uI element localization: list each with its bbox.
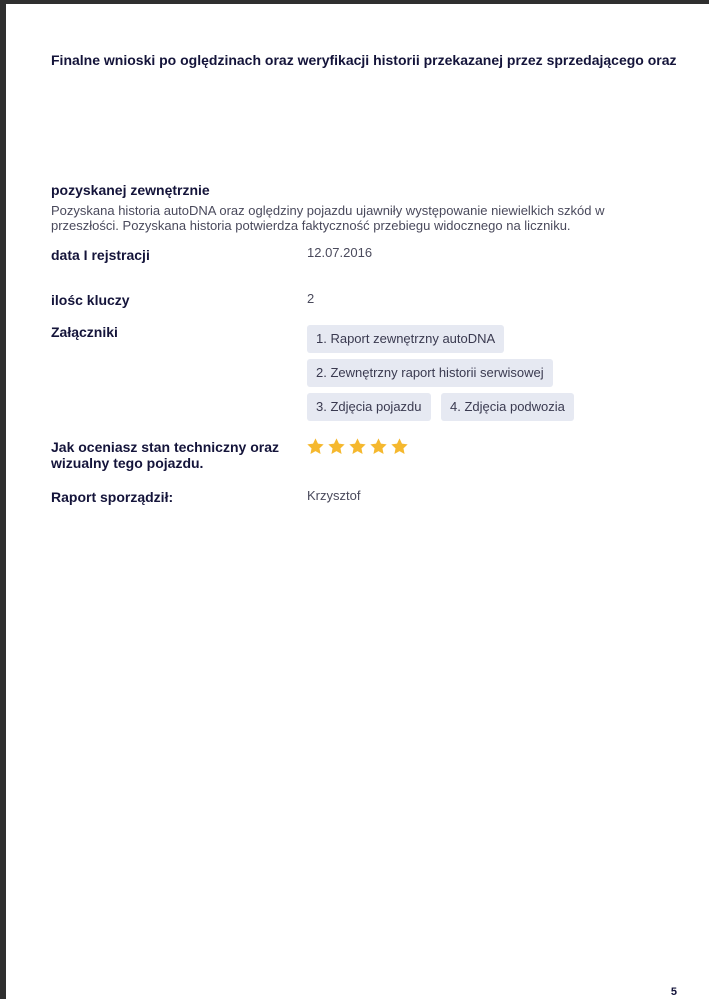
registration-date-label: data I rejstracji — [51, 247, 150, 263]
star-icon — [390, 437, 409, 456]
attachment-chip-service-history[interactable]: 2. Zewnętrzny raport historii serwisowej — [307, 359, 553, 387]
report-title: Finalne wnioski po oględzinach oraz weryfikacji historii przekazanej przez sprzedającego oraz — [51, 52, 677, 68]
page-number: 5 — [670, 986, 677, 998]
star-icon — [306, 437, 325, 456]
report-subtitle: pozyskanej zewnętrznie — [51, 182, 210, 198]
author-value: Krzysztof — [307, 488, 361, 503]
attachment-chip-vehicle-photos[interactable]: 3. Zdjęcia pojazdu — [307, 393, 431, 421]
keys-count-value: 2 — [307, 291, 315, 306]
author-label: Raport sporządził: — [51, 489, 174, 505]
rating-label: Jak oceniasz stan techniczny oraz wizualny tego pojazdu. — [51, 439, 279, 471]
attachment-chip-autodna[interactable]: 1. Raport zewnętrzny autoDNA — [307, 325, 504, 353]
report-summary: Pozyskana historia autoDNA oraz oględziny pojazdu ujawniły występowanie niewielkich szkód w przeszłości. Pozyskana historia potwierdza faktyczność przebiegu widocznego na liczniku. — [51, 203, 605, 233]
report-page — [6, 4, 709, 999]
star-rating — [306, 437, 409, 459]
star-icon — [348, 437, 367, 456]
attachment-chip-undercarriage-photos[interactable]: 4. Zdjęcia podwozia — [441, 393, 574, 421]
registration-date-value: 12.07.2016 — [307, 245, 373, 260]
attachments-label: Załączniki — [51, 324, 118, 340]
star-icon — [369, 437, 388, 456]
star-icon — [327, 437, 346, 456]
keys-count-label: ilośc kluczy — [51, 292, 130, 308]
